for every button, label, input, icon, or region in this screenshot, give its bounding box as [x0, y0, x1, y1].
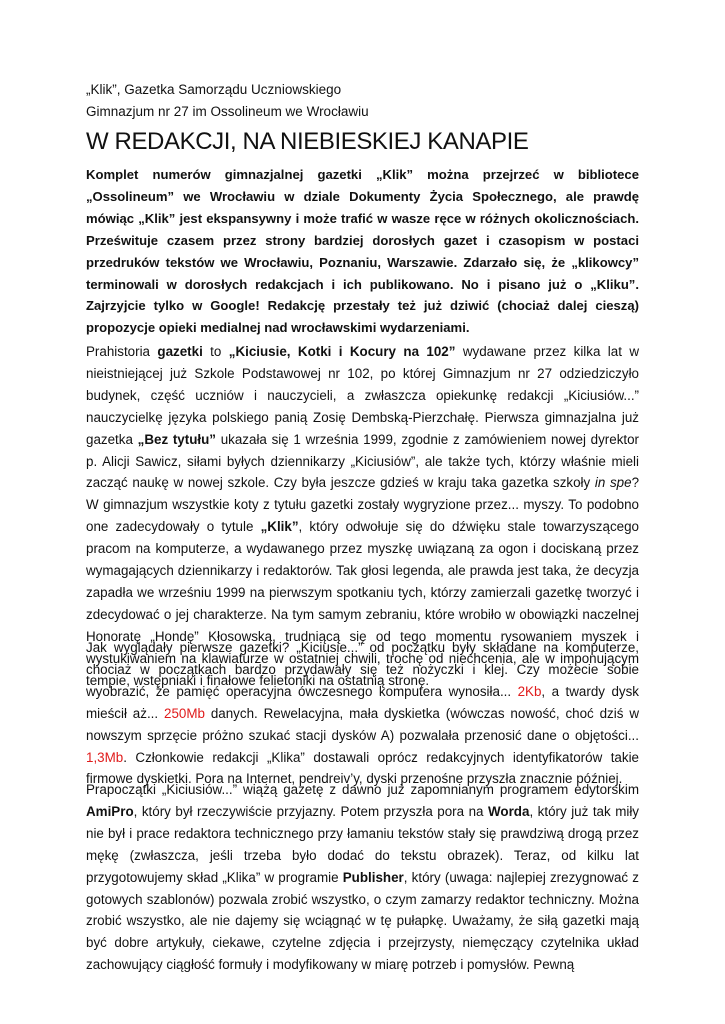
highlight-floppy: 1,3Mb	[86, 749, 124, 765]
text-run: Prapoczątki „Kiciusiów...” wiążą gazetę z dawno już zapomnianym programem edytorskim	[86, 782, 639, 797]
paragraph-first-issues	[86, 637, 639, 790]
bold-run: Worda	[488, 803, 530, 819]
text-run: to	[202, 344, 229, 359]
text-run: , a twardy dysk mieścił aż...	[86, 683, 639, 721]
text-run: , który już tak miły nie był i prace redaktora technicznego przy łamaniu tekstów stały się prawdziwą drogą przez mękę (zwłaszcza, jeśli trzeba było dodać do tekstu obrazek). Teraz, od kilku lat przygotowujemy skład „Klika” w programie	[86, 803, 639, 885]
text-run: Jak wyglądały pierwsze gazetki? „Kiciusie...” od początku były składane na komputerze, chociaż w początkach bardzo przydawały się też nożyczki i klej. Czy możecie sobie wyobrazić, że pamięć operacyjna ówczesnego komputera wynosiła...	[86, 640, 639, 699]
bold-run: AmiPro	[86, 803, 134, 819]
bold-run: „Bez tytułu”	[137, 431, 216, 447]
text-run: wydawane przez kilka lat w nieistniejącej już Szkole Podstawowej nr 102, po której Gimnazjum nr 27 odziedziczyło budynek, część uczniów i nauczycieli, a zwłaszcza opiekunkę redakcji „Kiciusiów...” nauczycielkę języka polskiego panią Zosię Dembską-Pierzchałę. Pierwsza gimnazjalna już gazetka	[86, 344, 639, 447]
bold-run: „Kiciusie, Kotki i Kocury na 102”	[228, 344, 456, 359]
lead-paragraph: Komplet numerów gimnazjalnej gazetki „Klik” można przejrzeć w bibliotece „Ossolineum” we Wrocławiu w dziale Dokumenty Życia Społecznego, ale prawdę mówiąc „Klik” jest ekspansywny i może trafić w wasze ręce w różnych okolicznościach. Prześwituje czasem przez strony bardziej dorosłych gazet i czasopism w postaci przedruków tekstów we Wrocławiu, Poznaniu, Warszawie. Zdarzało się, że „klikowcy” terminowali w dorosłych redakcjach i ich publikowano. No i pisano już o „Kliku”. Zajrzyjcie tylko w Google! Redakcję przestały też już dziwić (chociaż dalej cieszą) propozycje opieki medialnej nad wrocławskimi wydarzeniami.	[86, 167, 639, 336]
paragraph-software	[86, 779, 639, 976]
page-title: W REDAKCJI, NA NIEBIESKIEJ KANAPIE	[86, 128, 529, 155]
header-publication: „Klik”, Gazetka Samorządu Uczniowskiego	[86, 82, 342, 97]
bold-run: „Klik”	[260, 519, 299, 535]
bold-run: Publisher	[342, 869, 404, 885]
text-run: , który był rzeczywiście przyjazny. Potem przyszła pora na	[133, 803, 489, 819]
text-run: Prahistoria	[86, 344, 158, 359]
text-run: , który odwołuje się do dźwięku stale towarzyszącego pracom na komputerze, a wydawanego przez myszkę uwiązaną za ogon i dociskaną przez wymagających dziennikarzy i redaktorów. Tak głosi legenda, ale prawda jest taka, że decyzja zapadła we wrześniu 1999 na pierwszym spotkaniu tych, którzy zamierzali gazetkę tworzyć i zdecydować o jej charakterze. Na tym samym zebraniu, które wrobiło w obowiązki naczelnej Honoratę „Hondę” Kłosowską, trudniącą się od tego momentu rysowaniem myszek i wystukiwaniem na klawiaturze w ostatniej chwili, trochę od niechcenia, ale w imponującym tempie, wstępniaki i finałowe felietoniki na ostatnią stronę.	[86, 519, 639, 688]
bold-run: gazetki	[157, 344, 203, 359]
text-run: ? W gimnazjum wszystkie koty z tytułu gazetki zostały wygryzione przez... myszy. To podobno one zadecydowały o tytule	[86, 475, 640, 535]
italic-run: in spe	[594, 475, 632, 491]
highlight-memory: 2Kb	[517, 683, 542, 699]
text-run: danych. Rewelacyjna, mała dyskietka (wówczas nowość, choć dziś w nowszym sprzęcie próżno szukać stacji dysków A) pozwalała przenosić dane o objętości...	[86, 705, 639, 743]
highlight-disk: 250Mb	[164, 705, 205, 721]
text-run: ukazała się 1 września 1999, zgodnie z zamówieniem nowej dyrektor p. Alicji Sawicz, siłami byłych dziennikarzy „Kiciusiów”, ale także tych, którzy właśnie mieli zacząć naukę w nowej szkole. Czy była jeszcze gdzieś w kraju taka gazetka szkoły	[86, 431, 640, 491]
text-run: . Członkowie redakcji „Klika” dostawali oprócz redakcyjnych identyfikatorów takie firmowe dyskietki. Pora na Internet, pendreiv’y, dyski przenośne przyszła znacznie później.	[86, 749, 639, 787]
document-page	[86, 0, 639, 1024]
header-school: Gimnazjum nr 27 im Ossolineum we Wrocławiu	[86, 104, 369, 119]
text-run: , który (uwaga: najlepiej zrezygnować z gotowych szablonów) pozwala zrobić wszystko, o czym zamarzy redaktor techniczny. Można zrobić wszystko, ale nie dajemy się wciągnąć w tę pułapkę. Uważamy, że siłą gazetki mają być dobre artykuły, ciekawe, czytelne zdjęcia i przejrzysty, niemęczący czytelnika układ zachowujący ciągłość formuły i modyfikowany w miarę potrzeb i pomysłów. Pewną	[86, 869, 639, 973]
